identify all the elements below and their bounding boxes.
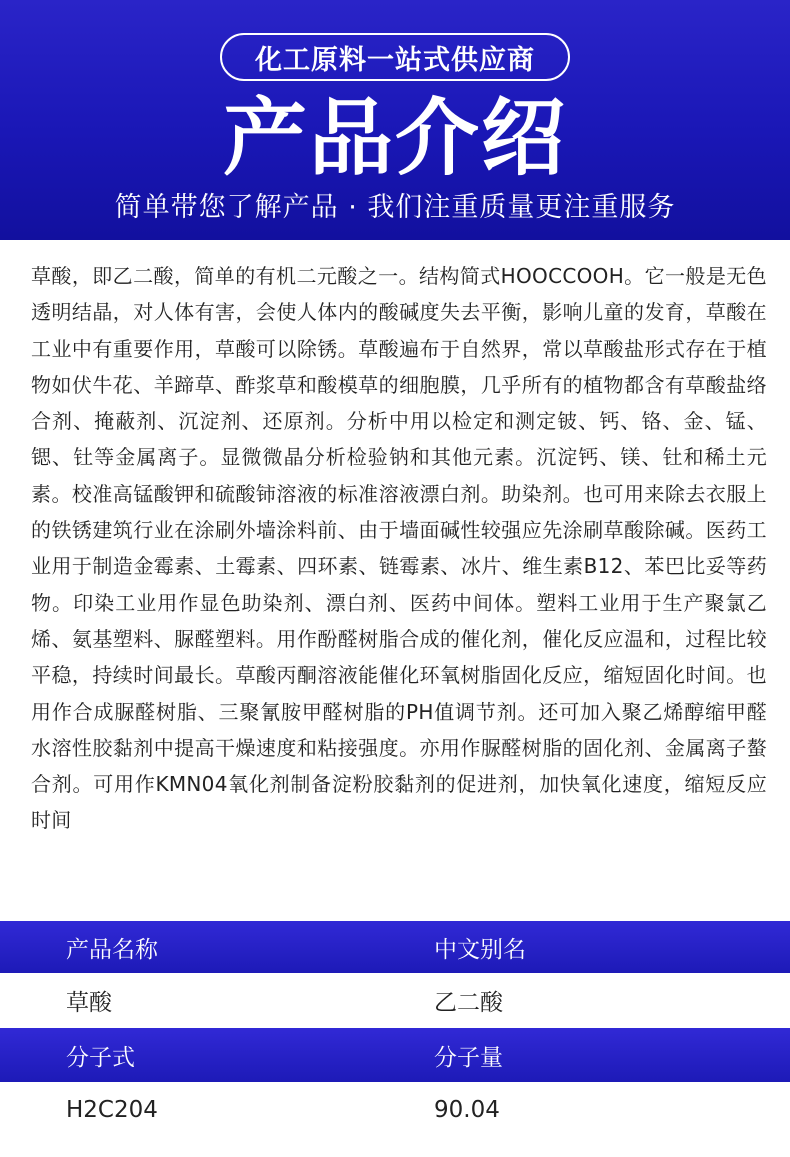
chinese-alias-value: 乙二酸 [434, 990, 503, 1016]
product-name-header: 产品名称 [66, 936, 158, 963]
molecular-formula-header: 分子式 [66, 1044, 135, 1071]
molecular-weight-value: 90.04 [434, 1096, 500, 1123]
table-header-row [0, 921, 790, 973]
header-banner [0, 0, 790, 240]
table-row [0, 1082, 790, 1137]
page-subtitle: 简单带您了解产品 · 我们注重质量更注重服务 [114, 192, 676, 223]
molecular-weight-header: 分子量 [434, 1044, 503, 1071]
table-row [0, 973, 790, 1028]
chinese-alias-header: 中文别名 [434, 936, 526, 963]
page-title: 产品介绍 [222, 89, 567, 187]
product-description: 草酸，即乙二酸，简单的有机二元酸之一。结构简式HOOCCOOH。它一般是无色透明结晶，对人体有害，会使人体内的酸碱度失去平衡，影响儿童的发育，草酸在工业中有重要作用，草酸可以除锈。草酸遍布于自然界，常以草酸盐形式存在于植物如伏牛花、羊蹄草、酢浆草和酸模草的细胞膜，几乎所有的植物都含有草酸盐络合剂、掩蔽剂、沉淀剂、还原剂。分析中用以检定和测定铍、钙、铬、金、锰、锶、钍等金属离子。显微微晶分析检验钠和其他元素。沉淀钙、镁、钍和稀土元素。校准高锰酸钾和硫酸铈溶液的标准溶液漂白剂。助染剂。也可用来除去衣服上的铁锈建筑行业在涂刷外墙涂料前、由于墙面碱性较强应先涂刷草酸除碱。医药工业用于制造金霉素、土霉素、四环素、链霉素、冰片、维生素B12、苯巴比妥等药物。印染工业用作显色助染剂、漂白剂、医药中间体。塑料工业用于生产聚氯乙烯、氨基塑料、脲醛塑料。用作酚醛树脂合成的催化剂，催化反应温和，过程比较平稳，持续时间最长。草酸丙酮溶液能催化环氧树脂固化反应，缩短固化时间。也用作合成脲醛树脂、三聚氰胺甲醛树脂的PH值调节剂。还可加入聚乙烯醇缩甲醛水溶性胶黏剂中提高干燥速度和粘接强度。亦用作脲醛树脂的固化剂、金属离子螯合剂。可用作KMN04氧化剂制备淀粉胶黏剂的促进剂，加快氧化速度，缩短反应时间 [31, 264, 767, 833]
product-name-value: 草酸 [66, 990, 112, 1016]
tagline-pill: 化工原料一站式供应商 [220, 33, 570, 81]
molecular-formula-value: H2C204 [66, 1096, 158, 1123]
table-header-row [0, 1028, 790, 1082]
